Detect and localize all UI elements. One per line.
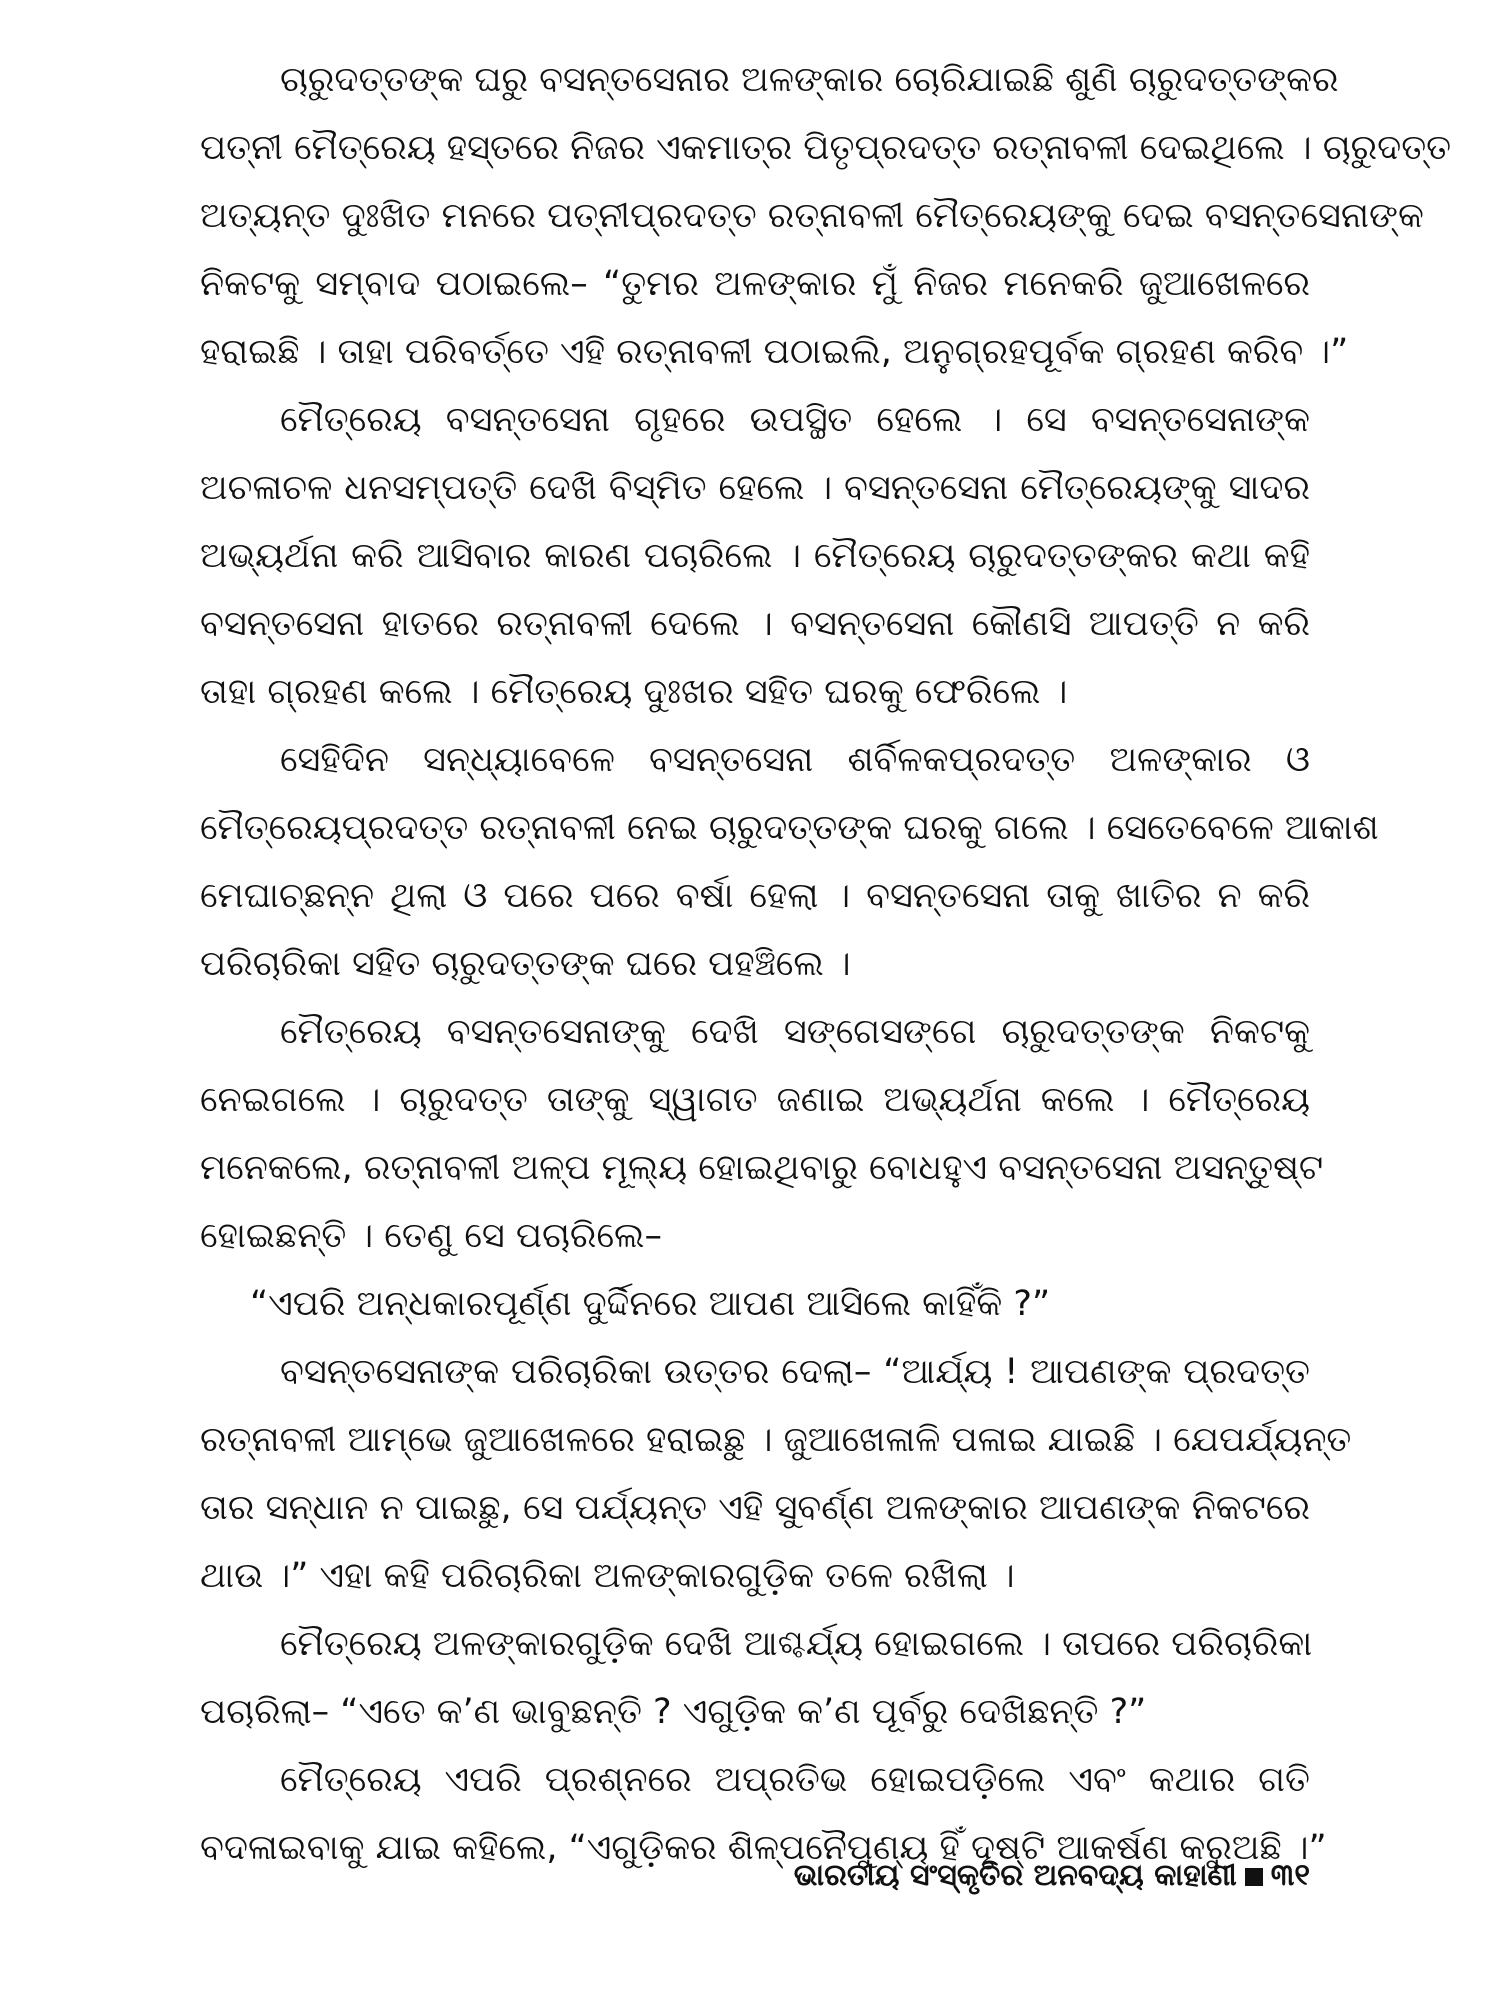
text-line: ବଦଳାଇବାକୁ ଯାଇ କହିଲେ, “ଏଗୁଡ଼ିକର ଶିଳ୍ପନୈପୁଣ୍ୟ ହିଁ ଦୃଷ୍ଟି ଆକର୍ଷଣ କରୁଅଛି ।”	[200, 1828, 1327, 1868]
text-line: ଅତ୍ୟନ୍ତ ଦୁଃଖିତ ମନରେ ପତ୍ନୀପ୍ରଦତ୍ତ ରତ୍ନାବଳୀ ମୈତ୍ରେୟଙ୍କୁ ଦେଇ ବସନ୍ତସେନାଙ୍କ	[200, 196, 1424, 236]
text-line: ମନେକଲେ, ରତ୍ନାବଳୀ ଅଳ୍ପ ମୂଲ୍ୟ ହୋଇଥିବାରୁ ବୋଧହୁଏ ବସନ୍ତସେନା ଅସନ୍ତୁଷ୍ଟ	[200, 1148, 1324, 1188]
text-line: ନେଇଗଲେ । ଚାରୁଦତ୍ତ ତାଙ୍କୁ ସ୍ୱାଗତ ଜଣାଇ ଅଭ୍ୟର୍ଥନା କଲେ । ମୈତ୍ରେୟ	[200, 1080, 1310, 1120]
book-page	[200, 52, 1452, 1952]
text-line: ହୋଇଛନ୍ତି । ତେଣୁ ସେ ପଚାରିଲେ–	[200, 1216, 662, 1256]
text-line: ମୈତ୍ରେୟ ଅଳଙ୍କାରଗୁଡ଼ିକ ଦେଖି ଆଶ୍ଚର୍ଯ୍ୟ ହୋଇଗଲେ । ତାପରେ ପରିଚାରିକା	[280, 1624, 1313, 1664]
text-line: ମୈତ୍ରେୟ ଏପରି ପ୍ରଶ୍ନରେ ଅପ୍ରତିଭ ହୋଇପଡ଼ିଲେ ଏବଂ କଥାର ଗତି	[280, 1760, 1310, 1800]
text-line: ମୈତ୍ରେୟ ବସନ୍ତସେନା ଗୃହରେ ଉପସ୍ଥିତ ହେଲେ । ସେ ବସନ୍ତସେନାଙ୍କ	[280, 400, 1310, 440]
text-line: ବସନ୍ତସେନା ହାତରେ ରତ୍ନାବଳୀ ଦେଲେ । ବସନ୍ତସେନା କୌଣସି ଆପତ୍ତି ନ କରି	[200, 604, 1310, 644]
text-line: ନିକଟକୁ ସମ୍ବାଦ ପଠାଇଲେ– “ତୁମର ଅଳଙ୍କାର ମୁଁ ନିଜର ମନେକରି ଜୁଆଖେଳରେ	[200, 264, 1310, 304]
text-line: ମୈତ୍ରେୟପ୍ରଦତ୍ତ ରତ୍ନାବଳୀ ନେଇ ଚାରୁଦତ୍ତଙ୍କ ଘରକୁ ଗଲେ । ସେତେବେଳେ ଆକାଶ	[200, 808, 1379, 848]
text-line: ପରିଚାରିକା ସହିତ ଚାରୁଦତ୍ତଙ୍କ ଘରେ ପହଞ୍ଚିଲେ ।	[200, 944, 851, 984]
book-title: ଭାରତୀୟ ସଂସ୍କୃତିର ଅନବଦ୍ୟ କାହାଣୀ	[793, 1858, 1237, 1893]
text-line: ହରାଇଛି । ତାହା ପରିବର୍ତ୍ତେ ଏହି ରତ୍ନାବଳୀ ପଠାଇଲି, ଅନୁଗ୍ରହପୂର୍ବକ ଗ୍ରହଣ କରିବ ।”	[200, 332, 1349, 372]
text-line: ଅଭ୍ୟର୍ଥନା କରି ଆସିବାର କାରଣ ପଚାରିଲେ । ମୈତ୍ରେୟ ଚାରୁଦତ୍ତଙ୍କର କଥା କହି	[200, 536, 1310, 576]
text-line: ମେଘାଚ୍ଛନ୍ନ ଥିଲା ଓ ପରେ ପରେ ବର୍ଷା ହେଲା । ବସନ୍ତସେନା ତାକୁ ଖାତିର ନ କରି	[200, 876, 1310, 916]
text-line: ମୈତ୍ରେୟ ବସନ୍ତସେନାଙ୍କୁ ଦେଖି ସଙ୍ଗେସଙ୍ଗେ ଚାରୁଦତ୍ତଙ୍କ ନିକଟକୁ	[280, 1012, 1310, 1052]
text-line: ତାର ସନ୍ଧାନ ନ ପାଇଛୁ, ସେ ପର୍ଯ୍ୟନ୍ତ ଏହି ସୁବର୍ଣ୍ଣ ଅଳଙ୍କାର ଆପଣଙ୍କ ନିକଟରେ	[200, 1488, 1310, 1528]
page-footer	[690, 1848, 1310, 1904]
text-line: ବସନ୍ତସେନାଙ୍କ ପରିଚାରିକା ଉତ୍ତର ଦେଲା– “ଆର୍ଯ୍ୟ ! ଆପଣଙ୍କ ପ୍ରଦତ୍ତ	[280, 1352, 1310, 1392]
text-line: ପତ୍ନୀ ମୈତ୍ରେୟ ହସ୍ତରେ ନିଜର ଏକମାତ୍ର ପିତୃପ୍ରଦତ୍ତ ରତ୍ନାବଳୀ ଦେଇଥିଲେ । ଚାରୁଦତ୍ତ	[200, 128, 1452, 168]
text-line: ରତ୍ନାବଳୀ ଆମ୍ଭେ ଜୁଆଖେଳରେ ହରାଇଛୁ । ଜୁଆଖେଳାଳି ପଳାଇ ଯାଇଛି । ଯେପର୍ଯ୍ୟନ୍ତ	[200, 1420, 1352, 1460]
text-line: ଚାରୁଦତ୍ତଙ୍କ ଘରୁ ବସନ୍ତସେନାର ଅଳଙ୍କାର ଚୋରିଯାଇଛି ଶୁଣି ଚାରୁଦତ୍ତଙ୍କର	[280, 60, 1339, 100]
text-line: ଥାଉ ।” ଏହା କହି ପରିଚାରିକା ଅଳଙ୍କାରଗୁଡ଼ିକ ତଳେ ରଖିଲା ।	[200, 1556, 1015, 1596]
page-number: ୩୧	[1270, 1858, 1310, 1893]
text-line: ଅଚଳାଚଳ ଧନସମ୍ପତ୍ତି ଦେଖି ବିସ୍ମିତ ହେଲେ । ବସନ୍ତସେନା ମୈତ୍ରେୟଙ୍କୁ ସାଦର	[200, 468, 1310, 508]
text-line: ତାହା ଗ୍ରହଣ କଲେ । ମୈତ୍ରେୟ ଦୁଃଖର ସହିତ ଘରକୁ ଫେରିଲେ ।	[200, 672, 1068, 712]
text-line: ସେହିଦିନ ସନ୍ଧ୍ୟାବେଳେ ବସନ୍ତସେନା ଶର୍ବିଳକପ୍ରଦତ୍ତ ଅଳଙ୍କାର ଓ	[280, 740, 1310, 780]
text-line: ପଚାରିଲା– “ଏତେ କ’ଣ ଭାବୁଛନ୍ତି ? ଏଗୁଡ଼ିକ କ’ଣ ପୂର୍ବରୁ ଦେଖିଛନ୍ତି ?”	[200, 1692, 1147, 1732]
square-bullet-icon	[1245, 1868, 1263, 1886]
text-line: “ଏପରି ଅନ୍ଧକାରପୂର୍ଣ୍ଣ ଦୁର୍ଦ୍ଦିନରେ ଆପଣ ଆସିଲେ କାହିଁକି ?”	[250, 1284, 1051, 1324]
